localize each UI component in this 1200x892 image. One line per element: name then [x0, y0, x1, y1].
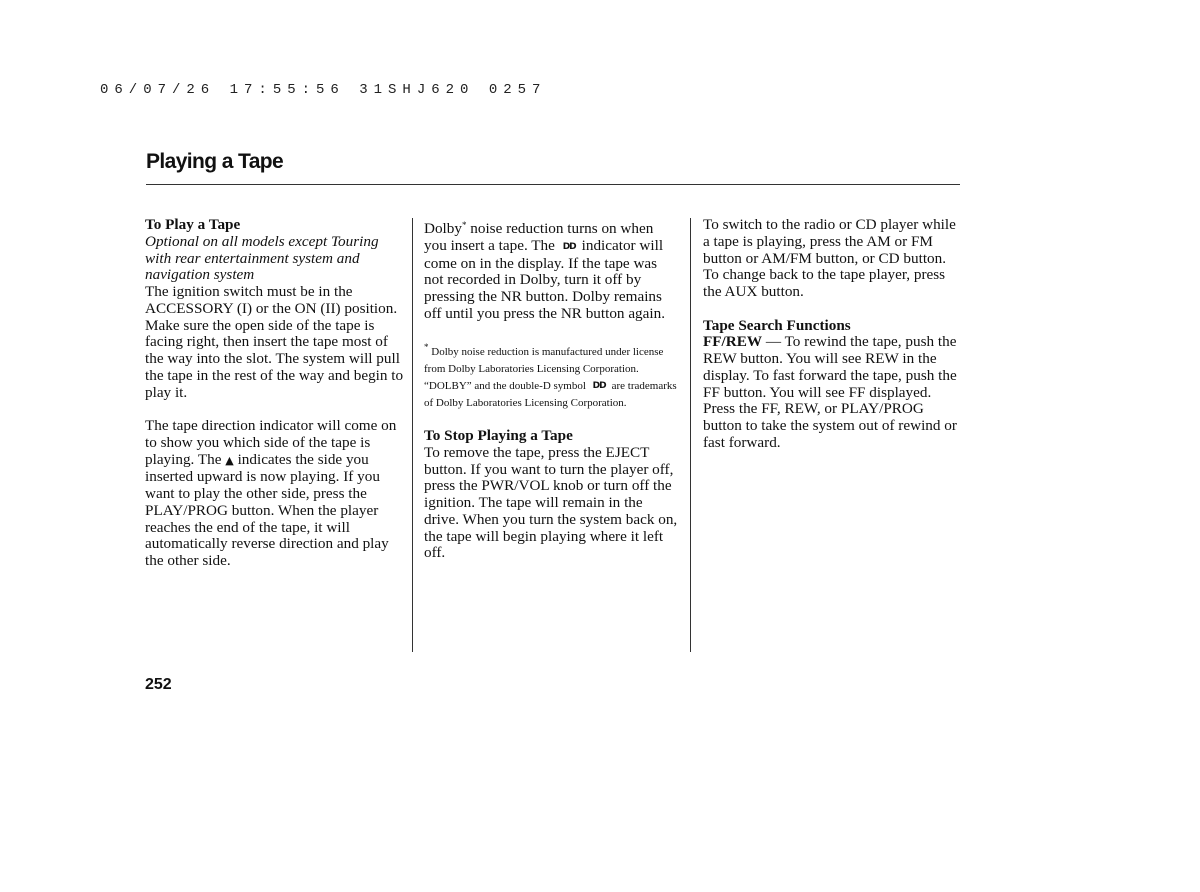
- page-title: Playing a Tape: [146, 150, 284, 173]
- dash-mark: —: [765, 333, 782, 351]
- asterisk-mark: *: [461, 220, 467, 230]
- tape-search-heading: Tape Search Functions: [703, 316, 851, 334]
- direction-text-b: indicates the side you inserted upward is now playing. If you want to play the other side, press the PLAY/PROG button. When the player reaches the end of the tape, it will automatically reverse direction and play the other side.: [145, 450, 389, 569]
- dolby-text-b: indicator will come on in the display. If the tape was not recorded in Dolby, turn it off by pressing the NR button. Dolby remains off until you press the NR button again.: [424, 236, 666, 322]
- footnote-text-a: Dolby noise reduction is manufactured under license from Dolby Laboratories Licensing Corporation. “DOLBY” and the double-D symbol: [424, 346, 664, 392]
- play-tape-paragraph: The ignition switch must be in the ACCESSORY (I) or the ON (II) position. Make sure the open side of the tape is facing right, then insert the tape most of the way into the slot. The system will pull the tape in the rest of the way and begin to play it.: [145, 283, 404, 401]
- column-2: [424, 217, 678, 562]
- double-d-icon-footnote: DD: [592, 380, 606, 391]
- stop-tape-heading: To Stop Playing a Tape: [424, 427, 573, 444]
- dolby-text-a: noise reduction turns on when you insert a tape. The: [424, 220, 654, 254]
- dolby-word: Dolby: [424, 220, 462, 237]
- title-rule: [146, 184, 960, 185]
- column-divider-2: [690, 218, 691, 652]
- column-1: [145, 217, 407, 570]
- column-3: [703, 217, 965, 452]
- model-note: Optional on all models except Touring with rear entertainment system and navigation system: [145, 232, 379, 284]
- print-stamp: 06/07/26 17:55:56 31SHJ620 0257: [100, 82, 547, 98]
- direction-text-a: The tape direction indicator will come on to show you which side of the tape is playing. The: [145, 417, 397, 468]
- play-tape-heading: To Play a Tape: [145, 216, 241, 233]
- dolby-footnote: [424, 339, 678, 411]
- column-divider-1: [412, 218, 413, 652]
- ff-rew-text: To rewind the tape, push the REW button. You will see REW in the display. To fast forward the tape, push the FF button. You will see FF displayed. Press the FF, REW, or PLAY/PROG button to take the system out of rewind or fast forward.: [703, 333, 957, 451]
- switch-source-paragraph: To switch to the radio or CD player while a tape is playing, press the AM or FM button or AM/FM button, or CD button. To change back to the tape player, press the AUX button.: [703, 216, 956, 300]
- stop-tape-paragraph: To remove the tape, press the EJECT button. If you want to turn the player off, press the PWR/VOL knob or turn off the ignition. The tape will remain in the drive. When you turn the system back on, the tape will begin playing where it left off.: [424, 443, 678, 562]
- footnote-text-b: are trademarks of Dolby Laboratories Licensing Corporation.: [424, 379, 677, 409]
- page-number: 252: [145, 676, 172, 693]
- footnote-asterisk: *: [424, 342, 429, 353]
- ff-rew-paragraph: [703, 334, 965, 451]
- direction-paragraph: [145, 418, 407, 570]
- triangle-icon: ▲: [225, 453, 234, 467]
- ff-rew-label: FF/REW: [703, 333, 763, 351]
- double-d-icon: DD: [562, 241, 576, 252]
- dolby-paragraph: [424, 217, 678, 323]
